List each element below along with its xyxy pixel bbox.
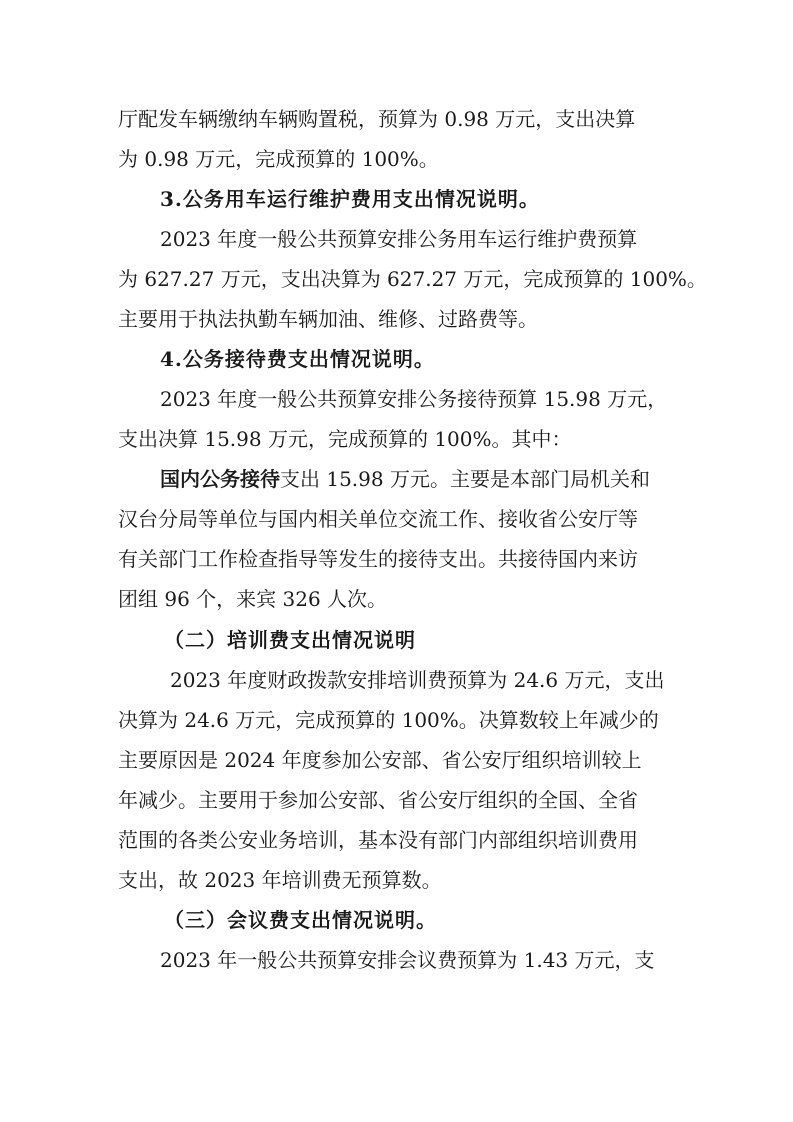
body-line: 年减少。主要用于参加公安部、省公安厅组织的全国、全省 bbox=[118, 788, 638, 812]
section-heading: 3.公务用车运行维护费用支出情况说明。 bbox=[160, 187, 540, 211]
body-line: 为 627.27 万元，支出决算为 627.27 万元，完成预算的 100%。 bbox=[118, 267, 707, 291]
body-line: 2023 年度一般公共预算安排公务接待预算 15.98 万元， bbox=[160, 387, 668, 411]
body-line: 厅配发车辆缴纳车辆购置税，预算为 0.98 万元，支出决算 bbox=[118, 107, 636, 131]
body-line: 2023 年度一般公共预算安排公务用车运行维护费预算 bbox=[160, 227, 638, 251]
subsection-heading: （二）培训费支出情况说明 bbox=[164, 628, 416, 652]
body-line: 主要原因是 2024 年度参加公安部、省公安厅组织培训较上 bbox=[118, 748, 642, 772]
body-line bbox=[160, 466, 793, 492]
section-heading: 4.公务接待费支出情况说明。 bbox=[160, 347, 435, 371]
body-line: 有关部门工作检查指导等发生的接待支出。共接待国内来访 bbox=[118, 547, 638, 571]
body-line: 汉台分局等单位与国内相关单位交流工作、接收省公安厅等 bbox=[118, 507, 638, 531]
body-line: 2023 年度财政拨款安排培训费预算为 24.6 万元，支出 bbox=[170, 668, 665, 692]
body-text: 支出 15.98 万元。主要是本部门局机关和 bbox=[280, 467, 650, 491]
body-line: 主要用于执法执勤车辆加油、维修、过路费等。 bbox=[118, 307, 538, 331]
emphasis-term: 国内公务接待 bbox=[160, 467, 280, 491]
body-line: 支出，故 2023 年培训费无预算数。 bbox=[118, 868, 442, 892]
body-line: 范围的各类公安业务培训，基本没有部门内部组织培训费用 bbox=[118, 828, 638, 852]
body-line: 2023 年一般公共预算安排会议费预算为 1.43 万元，支 bbox=[160, 948, 655, 972]
body-line: 团组 96 个，来宾 326 人次。 bbox=[118, 587, 388, 611]
body-line: 支出决算 15.98 万元，完成预算的 100%。其中： bbox=[118, 427, 572, 451]
body-line: 为 0.98 万元，完成预算的 100%。 bbox=[118, 147, 439, 171]
body-line: 决算为 24.6 万元，完成预算的 100%。决算数较上年减少的 bbox=[118, 708, 659, 732]
subsection-heading: （三）会议费支出情况说明。 bbox=[164, 908, 437, 932]
